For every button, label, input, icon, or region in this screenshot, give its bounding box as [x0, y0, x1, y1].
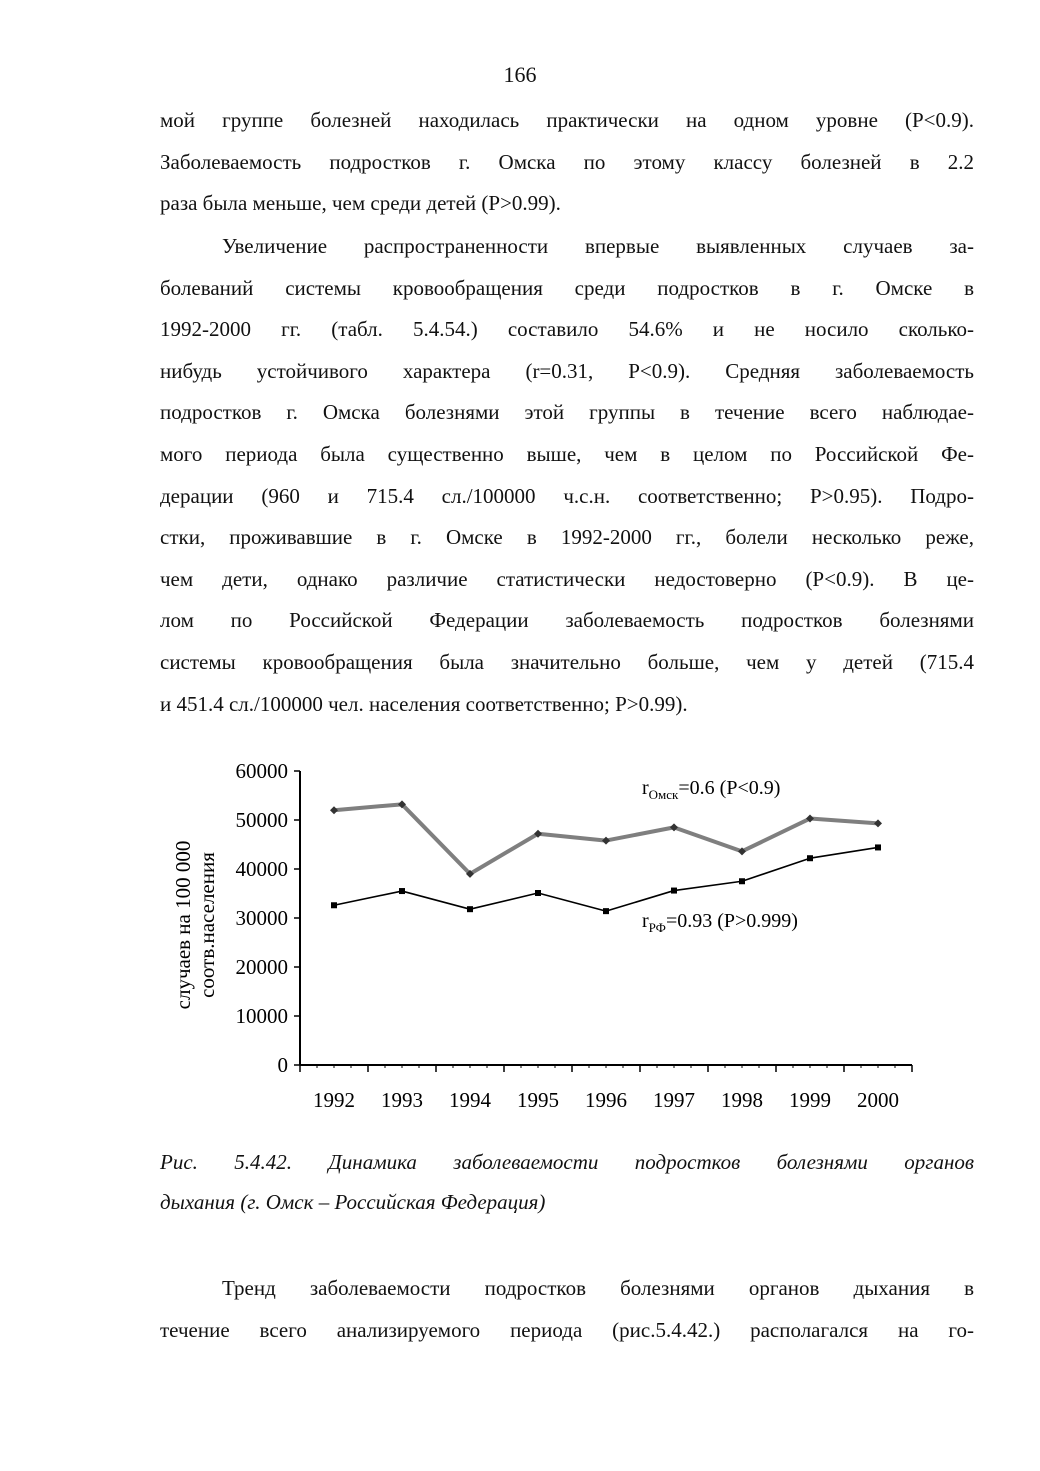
data-point-rf	[807, 855, 813, 861]
page-number: 166	[503, 62, 537, 87]
text-line: болеваний системы кровообращения среди подростков в г. Омске в	[160, 275, 974, 300]
figure-caption	[160, 1142, 974, 1222]
x-tick-label: 1993	[381, 1088, 423, 1112]
data-point-rf	[467, 906, 473, 912]
data-point-rf	[399, 888, 405, 894]
text-line: Заболеваемость подростков г. Омска по этому классу болезней в 2.2	[160, 149, 974, 174]
y-axis-label-line-2: соотв.населения	[195, 852, 219, 998]
text-line: раза была меньше, чем среди детей (Р>0.99).	[160, 191, 561, 216]
x-tick-label: 2000	[857, 1088, 899, 1112]
y-axis-label-line-1: случаев на 100 000	[171, 840, 195, 1010]
data-point-rf	[671, 888, 677, 894]
annotations	[642, 777, 798, 935]
data-point-rf	[875, 844, 881, 850]
text-line: нибудь устойчивого характера (r=0.31, P<0.9). Средняя заболеваемость	[160, 358, 974, 383]
data-point-omsk	[330, 806, 338, 814]
series-layer	[330, 800, 882, 914]
data-point-omsk	[602, 837, 610, 845]
y-tick-label: 20000	[235, 955, 288, 979]
y-tick-label: 10000	[235, 1004, 288, 1028]
line-chart	[160, 750, 940, 1130]
y-axis-label	[171, 841, 219, 1010]
data-point-rf	[739, 878, 745, 884]
figure-chart	[160, 750, 940, 1130]
y-tick-label: 50000	[235, 808, 288, 832]
text-line: лом по Российской Федерации заболеваемость подростков болезнями	[160, 608, 974, 633]
x-tick-label: 1998	[721, 1088, 763, 1112]
text-line: системы кровообращения была значительно больше, чем у детей (715.4	[160, 649, 974, 674]
data-point-rf	[603, 908, 609, 914]
x-tick-label: 1999	[789, 1088, 831, 1112]
text-line: чем дети, однако различие статистически недостоверно (Р<0.9). В це-	[160, 566, 974, 591]
data-point-omsk	[874, 819, 882, 827]
text-line: Тренд заболеваемости подростков болезнями органов дыхания в	[222, 1276, 974, 1300]
text-line: дерации (960 и 715.4 сл./100000 ч.с.н. соответственно; Р>0.95). Подро-	[160, 483, 974, 508]
text-line: и 451.4 сл./100000 чел. населения соответственно; Р>0.99).	[160, 691, 688, 716]
caption-line: Рис. 5.4.42. Динамика заболеваемости подростков болезнями органов	[160, 1150, 974, 1174]
y-tick-label: 60000	[235, 759, 288, 783]
text-line: мого периода была существенно выше, чем в целом по Российской Фе-	[160, 441, 974, 466]
annotation-rf: $r_{РФ}=0.93$ (Р>0.999)	[642, 910, 798, 935]
data-point-rf	[331, 902, 337, 908]
x-tick-label: 1996	[585, 1088, 627, 1112]
text-line: Увеличение распространенности впервые выявленных случаев за-	[222, 234, 974, 258]
paragraph-2	[160, 226, 974, 725]
text-line: мой группе болезней находилась практически на одном уровне (Р<0.9).	[160, 108, 974, 132]
series-line-rf	[334, 847, 878, 911]
y-tick-label: 40000	[235, 857, 288, 881]
y-tick-label: 30000	[235, 906, 288, 930]
x-tick-label: 1992	[313, 1088, 355, 1112]
caption-line: дыхания (г. Омск – Российская Федерация)	[160, 1190, 546, 1214]
annotation-omsk: $r_{Омск}=0.6$ (Р<0.9)	[642, 777, 781, 802]
x-tick-label: 1997	[653, 1088, 695, 1112]
x-tick-label: 1995	[517, 1088, 559, 1112]
y-tick-label: 0	[277, 1053, 288, 1077]
text-line: течение всего анализируемого периода (рис.5.4.42.) располагался на го-	[160, 1317, 974, 1342]
data-point-rf	[535, 890, 541, 896]
text-line: стки, проживавшие в г. Омске в 1992-2000 гг., болели несколько реже,	[160, 525, 974, 550]
x-tick-label: 1994	[449, 1088, 491, 1112]
text-line: подростков г. Омска болезнями этой группы в течение всего наблюдае-	[160, 400, 974, 425]
paragraph-3	[160, 1268, 974, 1351]
paragraph-1	[160, 100, 974, 225]
text-line: 1992-2000 гг. (табл. 5.4.54.) составило 54.6% и не носило сколько-	[160, 317, 974, 342]
